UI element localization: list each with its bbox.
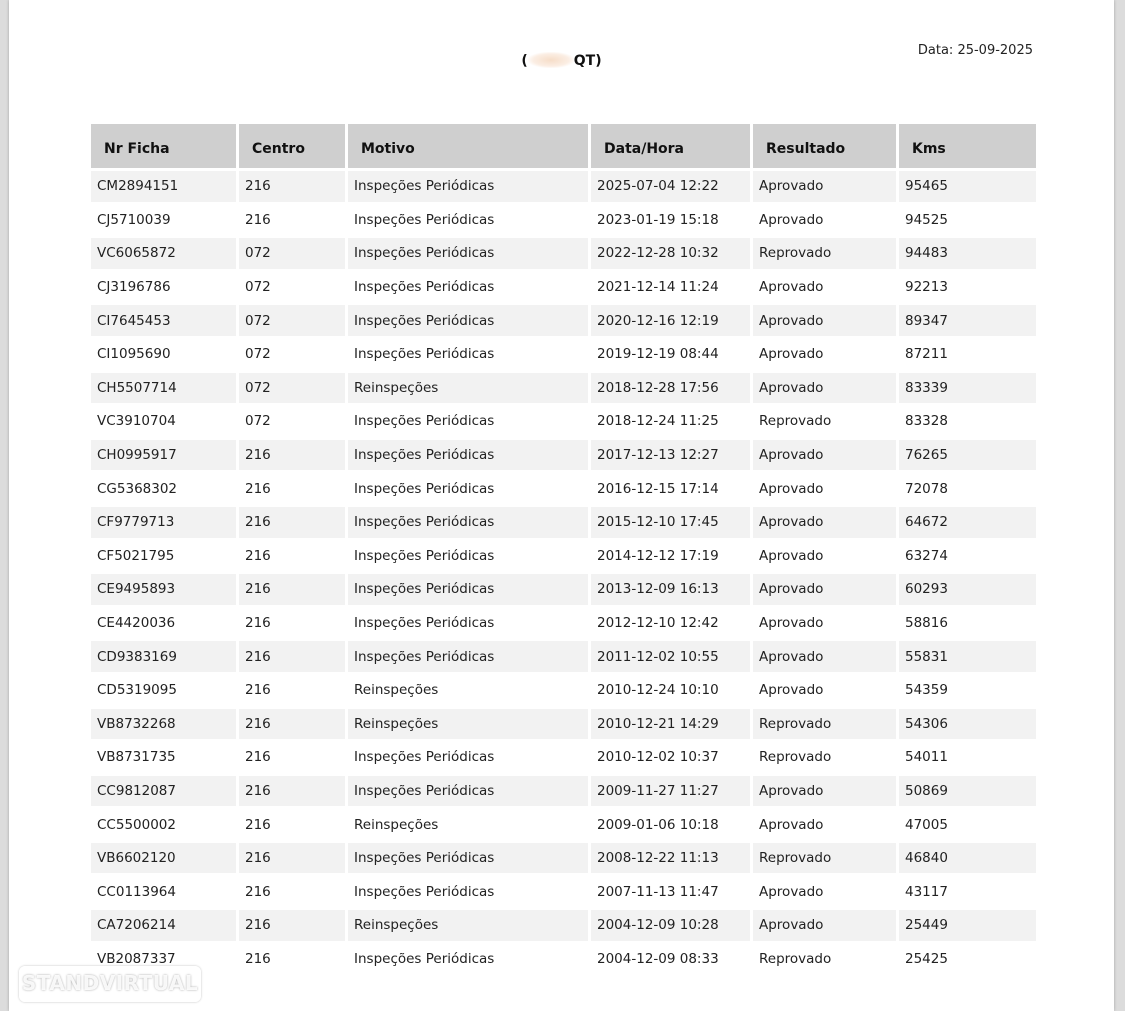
cell-kms: 83328 [899,406,1036,437]
cell-centro: 216 [239,843,345,874]
cell-data-hora: 2021-12-14 11:24 [591,272,750,303]
cell-kms: 72078 [899,473,1036,504]
cell-nr-ficha: CM2894151 [91,171,236,202]
cell-centro: 216 [239,641,345,672]
cell-motivo: Reinspeções [348,373,588,404]
cell-kms: 25449 [899,910,1036,941]
cell-kms: 46840 [899,843,1036,874]
cell-resultado: Reprovado [753,742,896,773]
cell-centro: 072 [239,305,345,336]
cell-resultado: Reprovado [753,944,896,975]
column-header-kms: Kms [899,124,1036,168]
cell-kms: 83339 [899,373,1036,404]
cell-kms: 92213 [899,272,1036,303]
table-row [91,406,1036,437]
table-row [91,339,1036,370]
cell-nr-ficha: CJ5710039 [91,205,236,236]
cell-data-hora: 2017-12-13 12:27 [591,440,750,471]
cell-centro: 216 [239,776,345,807]
cell-kms: 87211 [899,339,1036,370]
cell-data-hora: 2010-12-02 10:37 [591,742,750,773]
cell-centro: 216 [239,876,345,907]
cell-motivo: Inspeções Periódicas [348,171,588,202]
cell-data-hora: 2009-01-06 10:18 [591,809,750,840]
cell-motivo: Inspeções Periódicas [348,776,588,807]
table-row [91,541,1036,572]
cell-resultado: Reprovado [753,709,896,740]
title-suffix: QT) [573,53,602,69]
cell-resultado: Reprovado [753,843,896,874]
cell-centro: 216 [239,675,345,706]
cell-resultado: Aprovado [753,910,896,941]
cell-data-hora: 2015-12-10 17:45 [591,507,750,538]
cell-motivo: Inspeções Periódicas [348,305,588,336]
cell-data-hora: 2022-12-28 10:32 [591,238,750,269]
cell-data-hora: 2023-01-19 15:18 [591,205,750,236]
cell-kms: 54011 [899,742,1036,773]
cell-resultado: Aprovado [753,809,896,840]
cell-nr-ficha: VB2087337 [91,944,236,975]
table-row [91,843,1036,874]
cell-nr-ficha: CJ3196786 [91,272,236,303]
table-row [91,709,1036,740]
cell-motivo: Inspeções Periódicas [348,876,588,907]
table-header-row [91,124,1036,168]
cell-nr-ficha: CH0995917 [91,440,236,471]
table-row [91,205,1036,236]
table-row [91,507,1036,538]
cell-motivo: Inspeções Periódicas [348,339,588,370]
cell-motivo: Inspeções Periódicas [348,641,588,672]
cell-motivo: Inspeções Periódicas [348,473,588,504]
cell-centro: 216 [239,440,345,471]
cell-nr-ficha: CH5507714 [91,373,236,404]
cell-data-hora: 2025-07-04 12:22 [591,171,750,202]
cell-centro: 216 [239,541,345,572]
cell-data-hora: 2016-12-15 17:14 [591,473,750,504]
column-header-centro: Centro [239,124,345,168]
cell-resultado: Aprovado [753,507,896,538]
cell-resultado: Aprovado [753,272,896,303]
cell-nr-ficha: CD9383169 [91,641,236,672]
cell-kms: 64672 [899,507,1036,538]
cell-motivo: Inspeções Periódicas [348,272,588,303]
cell-kms: 47005 [899,809,1036,840]
watermark-text: STANDVIRTUAL [21,971,199,995]
cell-motivo: Inspeções Periódicas [348,440,588,471]
cell-nr-ficha: VB8732268 [91,709,236,740]
cell-centro: 216 [239,910,345,941]
cell-centro: 216 [239,473,345,504]
cell-motivo: Inspeções Periódicas [348,608,588,639]
cell-kms: 63274 [899,541,1036,572]
cell-data-hora: 2019-12-19 08:44 [591,339,750,370]
cell-resultado: Aprovado [753,641,896,672]
cell-data-hora: 2011-12-02 10:55 [591,641,750,672]
cell-resultado: Aprovado [753,440,896,471]
cell-centro: 072 [239,339,345,370]
cell-nr-ficha: CI1095690 [91,339,236,370]
table-row [91,473,1036,504]
cell-resultado: Reprovado [753,406,896,437]
cell-nr-ficha: CF5021795 [91,541,236,572]
cell-kms: 60293 [899,574,1036,605]
cell-kms: 58816 [899,608,1036,639]
cell-resultado: Aprovado [753,675,896,706]
table-row [91,608,1036,639]
cell-resultado: Aprovado [753,541,896,572]
document-date: Data: 25-09-2025 [917,43,1033,58]
cell-kms: 94483 [899,238,1036,269]
cell-data-hora: 2013-12-09 16:13 [591,574,750,605]
cell-data-hora: 2010-12-24 10:10 [591,675,750,706]
table-row [91,238,1036,269]
cell-kms: 95465 [899,171,1036,202]
cell-kms: 76265 [899,440,1036,471]
cell-centro: 072 [239,272,345,303]
cell-nr-ficha: VB8731735 [91,742,236,773]
cell-nr-ficha: CC9812087 [91,776,236,807]
cell-motivo: Inspeções Periódicas [348,541,588,572]
cell-nr-ficha: CC5500002 [91,809,236,840]
cell-motivo: Inspeções Periódicas [348,205,588,236]
cell-motivo: Inspeções Periódicas [348,507,588,538]
table-row [91,944,1036,975]
cell-centro: 216 [239,205,345,236]
cell-motivo: Inspeções Periódicas [348,944,588,975]
cell-kms: 43117 [899,876,1036,907]
document-page [9,0,1114,1011]
table-row [91,305,1036,336]
cell-kms: 89347 [899,305,1036,336]
redacted-plate-area [528,52,574,68]
cell-motivo: Reinspeções [348,809,588,840]
cell-kms: 55831 [899,641,1036,672]
cell-nr-ficha: CA7206214 [91,910,236,941]
cell-data-hora: 2010-12-21 14:29 [591,709,750,740]
cell-centro: 072 [239,373,345,404]
cell-resultado: Aprovado [753,776,896,807]
cell-kms: 54359 [899,675,1036,706]
table-row [91,440,1036,471]
cell-nr-ficha: CI7645453 [91,305,236,336]
table-row [91,675,1036,706]
cell-data-hora: 2014-12-12 17:19 [591,541,750,572]
cell-data-hora: 2018-12-24 11:25 [591,406,750,437]
cell-centro: 216 [239,809,345,840]
cell-nr-ficha: CD5319095 [91,675,236,706]
cell-centro: 072 [239,406,345,437]
inspection-history-table [88,121,1039,977]
table-row [91,876,1036,907]
cell-nr-ficha: VC3910704 [91,406,236,437]
cell-motivo: Reinspeções [348,709,588,740]
cell-motivo: Inspeções Periódicas [348,843,588,874]
table-row [91,641,1036,672]
cell-data-hora: 2018-12-28 17:56 [591,373,750,404]
cell-centro: 072 [239,238,345,269]
cell-nr-ficha: CE9495893 [91,574,236,605]
table-row [91,272,1036,303]
cell-resultado: Aprovado [753,574,896,605]
cell-centro: 216 [239,742,345,773]
cell-resultado: Aprovado [753,608,896,639]
standvirtual-watermark [19,966,201,1002]
cell-centro: 216 [239,944,345,975]
cell-data-hora: 2004-12-09 10:28 [591,910,750,941]
cell-centro: 216 [239,608,345,639]
cell-resultado: Aprovado [753,305,896,336]
cell-centro: 216 [239,709,345,740]
cell-data-hora: 2012-12-10 12:42 [591,608,750,639]
cell-data-hora: 2007-11-13 11:47 [591,876,750,907]
table-row [91,776,1036,807]
cell-resultado: Aprovado [753,876,896,907]
table-row [91,809,1036,840]
cell-motivo: Reinspeções [348,910,588,941]
table-row [91,574,1036,605]
cell-resultado: Aprovado [753,171,896,202]
cell-nr-ficha: CE4420036 [91,608,236,639]
cell-data-hora: 2009-11-27 11:27 [591,776,750,807]
cell-kms: 94525 [899,205,1036,236]
cell-resultado: Reprovado [753,238,896,269]
table-row [91,171,1036,202]
cell-centro: 216 [239,574,345,605]
cell-nr-ficha: CC0113964 [91,876,236,907]
cell-resultado: Aprovado [753,339,896,370]
cell-motivo: Inspeções Periódicas [348,238,588,269]
cell-nr-ficha: VC6065872 [91,238,236,269]
column-header-motivo: Motivo [348,124,588,168]
cell-kms: 25425 [899,944,1036,975]
cell-nr-ficha: VB6602120 [91,843,236,874]
cell-motivo: Inspeções Periódicas [348,742,588,773]
table-row [91,373,1036,404]
table-body [91,171,1036,974]
table-row [91,910,1036,941]
cell-data-hora: 2008-12-22 11:13 [591,843,750,874]
title-open-paren: ( [521,53,528,69]
cell-kms: 54306 [899,709,1036,740]
cell-centro: 216 [239,171,345,202]
cell-motivo: Reinspeções [348,675,588,706]
column-header-nr-ficha: Nr Ficha [91,124,236,168]
column-header-resultado: Resultado [753,124,896,168]
cell-motivo: Inspeções Periódicas [348,574,588,605]
cell-motivo: Inspeções Periódicas [348,406,588,437]
column-header-data-hora: Data/Hora [591,124,750,168]
cell-centro: 216 [239,507,345,538]
cell-nr-ficha: CG5368302 [91,473,236,504]
cell-resultado: Aprovado [753,205,896,236]
cell-data-hora: 2004-12-09 08:33 [591,944,750,975]
cell-nr-ficha: CF9779713 [91,507,236,538]
cell-resultado: Aprovado [753,373,896,404]
cell-data-hora: 2020-12-16 12:19 [591,305,750,336]
cell-resultado: Aprovado [753,473,896,504]
cell-kms: 50869 [899,776,1036,807]
table-row [91,742,1036,773]
